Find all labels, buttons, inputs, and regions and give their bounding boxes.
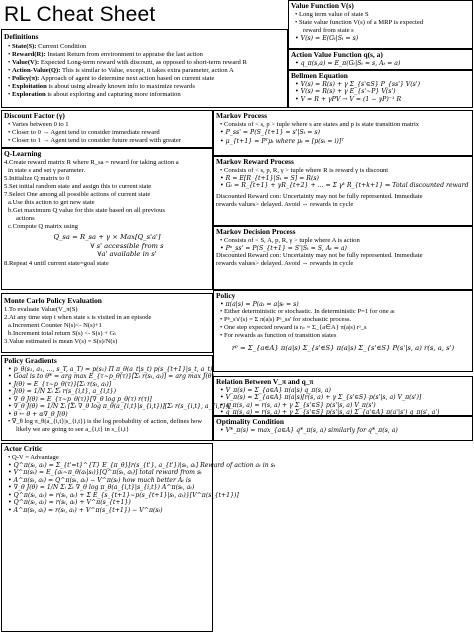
policy-gradients-line: likely we are going to see a_{i,t} in s_{i,t} — [16, 426, 130, 434]
action-value-line: • q_π(s,a) = E_π(Gₜ|Sₜ = s, Aₜ = a) — [295, 59, 401, 67]
policy-header: Policy — [216, 291, 236, 300]
qlearning-step: in state s and set γ parameter. — [8, 166, 86, 174]
qlearning-box — [1, 148, 213, 290]
policy-gradients-box — [1, 355, 231, 441]
markov-process-box — [213, 110, 473, 156]
definition-item — [4, 83, 285, 91]
qlearning-step: actions — [16, 214, 35, 222]
definition-text: Current Condition — [36, 42, 87, 50]
definition-term: Policy(π): — [11, 74, 40, 82]
actor-critic-line: • V^π(sₜ) = E_{aₜ∼π_θ(aₜ|sₜ)}[Q^π(sₜ, aₜ)] total reward from sₜ — [8, 469, 202, 477]
policy-line: • For rewards as function of transition states — [220, 332, 337, 340]
actor-critic-line: • A^π(sₜ, aₜ) = Q^π(sₜ, aₜ) − V^π(sₜ) how much better Aₜ is — [8, 476, 192, 484]
action-value-box — [288, 49, 473, 70]
policy-gradients-line: • ∇_θ J(θ) ≈ 1/N Σᵢ [Σₜ ∇_θ log π_θ(a_{i,t}|s_{i,t})][Σₜ r(s_{i,t}, a_{i,t})] — [8, 403, 231, 411]
discount-header: Discount Factor (γ) — [4, 111, 65, 120]
definition-text: Approach of agent to determine next action based on current state — [39, 74, 215, 82]
bellman-box — [288, 70, 473, 108]
optimality-line: • V*_π(s) = max_{a∈A} q*_π(s, a) similarly for q*_π(s, a) — [220, 426, 398, 434]
monte-carlo-step: 1.To evaluate Value(V_π(S) — [4, 305, 78, 313]
markov-process-header: Markov Process — [216, 111, 267, 120]
definition-item — [4, 91, 285, 99]
definition-text: Instant Return from environment to appraise the last action — [45, 50, 203, 58]
definition-term: Exploitation — [11, 82, 47, 90]
markov-process-line: • P_ss' = P(S_{t+1} = s'|Sₜ = s) — [220, 128, 320, 136]
discount-line: • Varies between 0 to 1 — [8, 120, 69, 128]
optimality-header: Optimality Condition — [216, 417, 284, 426]
relation-line: • q_π(s, a) = r(s, a) + γ Σ_{s'∈S} p(s'|s, a) V_π(s') — [220, 401, 376, 409]
monte-carlo-box — [1, 293, 213, 353]
optimality-box — [213, 416, 473, 441]
definition-term: Reward(R): — [11, 50, 46, 58]
mdp-line: Discounted Reward con: Uncertainty may not be fully represented. Immediate — [216, 252, 423, 260]
bellman-line: • V(s) = R(s) + γ E_{s'∼P} V(s') — [295, 88, 396, 96]
policy-line: • Either deterministic or stochastic. In deterministic P=1 for one aₜ — [220, 308, 396, 316]
monte-carlo-step: 2.At any time step t when state s is visited in an episode — [4, 313, 152, 321]
discount-line: • Closer to 1 → Agent tend to consider future reward with greater — [8, 136, 181, 144]
mrp-box — [213, 156, 473, 226]
monte-carlo-step: 3.Value estimated is mean V(s) = S(s)/N(s) — [4, 337, 118, 345]
definition-term: State(S): — [11, 42, 37, 50]
definition-item — [4, 59, 285, 67]
monte-carlo-header: Monte Carlo Policy Evaluation — [4, 296, 102, 305]
actor-critic-line: • Q^π(sₜ, aₜ) = r(sₜ, aₜ) + Σ E_{s_{t+1}∼p(s_{t+1}|sₜ, aₜ)}[V^π(s_{t+1})] — [8, 491, 239, 499]
markov-process-line: • μ_{t+1} = Pᵀμₜ where μₜ = [p(sₜ = i)]ᵀ — [220, 138, 344, 146]
mdp-line: rewards values> delayed. Avoid ⇔ rewards in cycle — [216, 260, 354, 268]
mrp-line: • R = E[R_{t+1}|Sₜ = S] = R(s) — [220, 174, 319, 182]
definitions-header: Definitions — [4, 32, 39, 41]
mdp-line: • Pᵃ_ss' = P(S_{t+1} = S'|Sₜ = S, Aₜ = a) — [220, 244, 347, 252]
definition-term: Value(V): — [11, 58, 40, 66]
mrp-header: Markov Reward Process — [216, 157, 294, 166]
qlearning-header: Q-Learning — [4, 149, 42, 158]
action-value-header: Action Value Function q(s, a) — [291, 50, 383, 59]
mrp-line: • Consists of < s, p, R, γ > tuple where R is reward γ is discount — [220, 166, 389, 174]
qlearning-step: 5.Initialize Q matrix to 0 — [4, 174, 70, 182]
definition-text: is about exploring and capturing more information — [45, 90, 181, 98]
definition-item — [4, 75, 285, 83]
value-function-line: • Long term value of state S — [295, 10, 369, 18]
qlearning-step: 4.Create reward matrix R where R_sa = reward for taking action a — [4, 158, 179, 166]
actor-critic-line: • A^π(sₜ, aₜ) ≈ r(sₜ, aₜ) + V^π(s_{t+1}) − V^π(sₜ) — [8, 506, 163, 514]
qlearning-step: c.Compute Q matrix using — [8, 222, 78, 230]
definition-item — [4, 43, 285, 51]
definition-text: is about using already known info to maximize rewards — [46, 82, 195, 90]
policy-gradients-header: Policy Gradients — [4, 356, 57, 365]
definition-item — [4, 67, 285, 75]
policy-gradients-line: • ∇_θ J(θ) = E_{τ∼p_θ(τ)}[∇_θ log p_θ(τ) r(τ)] — [8, 395, 152, 403]
definitions-list — [4, 43, 285, 99]
relation-header: Relation Between V_π and q_π — [216, 377, 314, 386]
policy-equation: rᵖ = Σ_{a∈A} π(a|s) Σ_{s'∈S} π(a|s) Σ_{s'∈S} P(s'|s, a) r(s, a, s') — [231, 344, 455, 353]
markov-process-line: • Consists of < s, p > tuple where s are states and p is state transition matrix — [220, 120, 420, 128]
definition-text: Expected Long-term reward with discount, as opposed to short-term reward R — [39, 58, 247, 66]
discount-box — [1, 110, 213, 148]
page-title: RL Cheat Sheet — [4, 3, 156, 26]
qlearning-step: b.Get maximum Q value for this state based on all previous — [8, 206, 165, 214]
monte-carlo-step: a.Increment Counter N(s)<- N(s)+1 — [8, 321, 102, 329]
definition-item — [4, 51, 285, 59]
definition-term: Exploration — [11, 90, 46, 98]
policy-box — [213, 290, 473, 372]
value-function-line: reward from state s — [303, 26, 354, 34]
actor-critic-line: • Q^π(sₜ, aₜ) = Σ_{t'=t}^{T} E_{π_θ}[r(s_{t'}, a_{t'})|sₜ, aₜ] Reward of action aₜ in sₜ — [8, 461, 276, 469]
policy-gradients-line: • J(θ) = E_{τ∼p_θ(τ)}[Σₜ r(sₜ, aₜ)] — [8, 380, 112, 388]
policy-gradients-line: • θ ← θ + α∇_θ J(θ) — [8, 410, 68, 418]
qlearning-step: 5.Set initial random state and assign this to current state — [4, 182, 152, 190]
mdp-header: Markov Decision Process — [216, 227, 296, 236]
policy-line: • One step expected reward is rₚ = Σ_{a∈A} π(a|s) rᵃ_s — [220, 324, 367, 332]
qlearning-step: 8.Repeat 4 until current state=goal state — [4, 259, 109, 267]
bellman-line: • V = R + γPV → V = (1 − γP)⁻¹ R — [295, 95, 402, 103]
mdp-box — [213, 226, 473, 290]
policy-gradients-line: • ∇_θ log π_θ(a_{i,t}|s_{i,t}) is the log probability of action, defines how — [8, 418, 203, 426]
mrp-line: rewards values> delayed. Avoid ⇔ rewards in cycle — [216, 200, 354, 208]
mdp-line: • Consists of < S, A, p, R, γ > tuple where A is action — [220, 236, 360, 244]
actor-critic-line: • ∇_θ J(θ) ≈ 1/N Σᵢ Σₜ ∇_θ log π_θ(a_{i,t}|s_{i,t}) A^π(sₜ, aₜ) — [8, 484, 195, 492]
policy-gradients-line: • Goal is to θ* = arg max E_{τ∼p_θ(τ)}[Σₜ r(sₜ, aₜ)] = arg max J(θ) — [8, 373, 214, 381]
policy-line: • Pᵖ_s's'(s) = Σ π(a|s) Pᵃ_ss' for stochastic process. — [220, 316, 352, 324]
relation-line: • V_π(s) = Σ_{a∈A} π(a|s) q_π(s, a) — [220, 386, 331, 394]
actor-critic-line: • Q^π(sₜ, aₜ) ≈ r(sₜ, aₜ) + V^π(s_{t+1}) — [8, 499, 131, 507]
value-function-header: Value Function V(s) — [291, 1, 354, 10]
mrp-line: • Gₜ = R_{t+1} + γR_{t+2} + ... = Σ γᵏ R_{t+k+1} ⇒ Total discounted reward — [220, 182, 469, 190]
actor-critic-line: • Q-V = Advantage — [8, 453, 59, 461]
value-function-box — [288, 0, 473, 49]
policy-gradients-line: • J(θ) ≈ 1/N Σᵢ Σₜ r(s_{i,t}, a_{i,t}) — [8, 388, 117, 396]
monte-carlo-step: b.Increment total return S(s) <- S(s) + Gₜ — [8, 329, 117, 337]
bellman-line: • V(s) = R(s) + γ Σ_{s'∈S} P_{ss'} V(s') — [295, 80, 420, 88]
mrp-line: Discounted Reward con: Uncertainty may not be fully represented. Immediate — [216, 192, 423, 200]
definitions-box — [1, 29, 288, 108]
qlearning-equation-sub: ∀a' available in s' — [97, 250, 157, 259]
value-function-line: • State value function V(s) of a MRP is expected — [295, 18, 424, 26]
policy-line: • π(a|s) = P(aₜ = a|sₜ = s) — [220, 300, 299, 308]
relation-line: • q_π(s, a) = r(s, a) + γ Σ_{s'∈S} p(s'|s, a) Σ_{a'∈A} π(a'|s') q_π(s', a') — [220, 409, 440, 417]
qlearning-step: 7.Select One among all possible actions of current state — [4, 190, 151, 198]
policy-gradients-line: • p_θ(s₁, a₁, ..., s_T, a_T) = p(s₁) Π π_θ(a_t|s_t) p(s_{t+1}|s_t, a_t) — [8, 365, 213, 373]
bellman-header: Bellmen Equation — [291, 71, 348, 80]
actor-critic-header: Actor Critic — [4, 444, 43, 453]
definition-text: This is similar to Value, except, it takes extra parameter, action A — [60, 66, 234, 74]
value-function-line: • V(s) = E(Gₜ|Sₜ = s) — [295, 34, 359, 42]
qlearning-step: a.Use this action to get new state — [8, 198, 95, 206]
qlearning-equation-sub: ∀ s' accessible from s — [90, 242, 164, 251]
qlearning-equation: Q_sa = R_sa + γ × Max[Q_s'a'] — [53, 232, 161, 241]
definition-term: Action-Value(Q): — [11, 66, 61, 74]
relation-line: • V_π(s) = Σ_{a∈A} π(a|s)[r(s, a) + γ Σ_{s'∈S} p(s'|s, a) V_π(s')] — [220, 394, 422, 402]
actor-critic-box — [1, 443, 276, 632]
discount-line: • Closer to 0 → Agent tend to consider immediate reward — [8, 128, 160, 136]
relation-box — [213, 376, 473, 416]
